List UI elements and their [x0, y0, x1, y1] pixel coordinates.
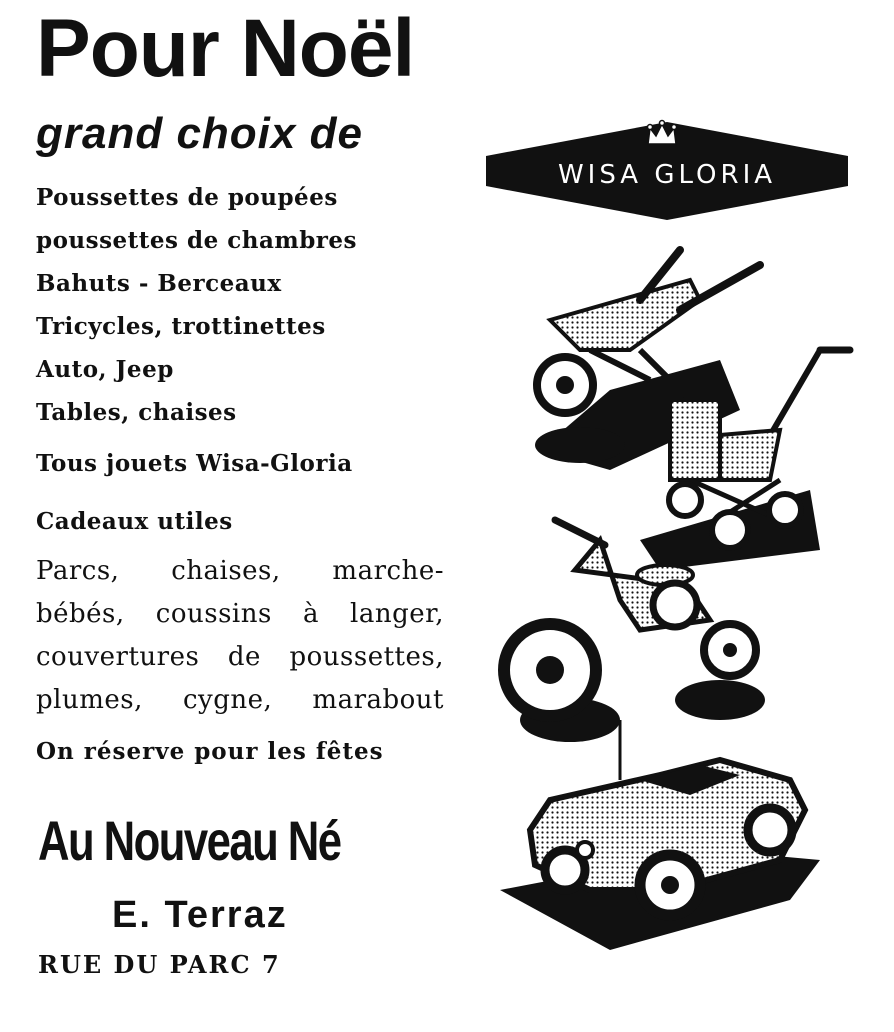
toy-car-illustration — [500, 720, 820, 950]
gifts-line: bébés, coussins à langer, — [36, 599, 444, 629]
owner-name: E. Terraz — [112, 894, 288, 936]
headline: Pour Noël — [36, 3, 415, 94]
product-list — [36, 176, 357, 434]
reserve-line: On réserve pour les fêtes — [36, 738, 384, 765]
shop-name: Au Nouveau Né — [38, 809, 341, 872]
product-item: Poussettes de poupées — [36, 184, 338, 211]
shop-address: RUE DU PARC 7 — [38, 950, 281, 979]
gifts-title: Cadeaux utiles — [36, 508, 233, 535]
gifts-list — [36, 550, 444, 722]
product-item: Auto, Jeep — [36, 356, 174, 383]
toys-line: Tous jouets Wisa-Gloria — [36, 450, 353, 477]
subheadline: grand choix de — [36, 109, 363, 158]
gifts-line: Parcs, chaises, marche- — [36, 556, 444, 586]
product-item: Tricycles, trottinettes — [36, 313, 326, 340]
product-item: poussettes de chambres — [36, 227, 357, 254]
product-item: Bahuts - Berceaux — [36, 270, 282, 297]
gifts-line: plumes, cygne, marabout — [36, 685, 444, 715]
logo-text: WISA GLORIA — [557, 160, 777, 190]
product-item: Tables, chaises — [36, 399, 237, 426]
wisa-gloria-logo — [486, 118, 848, 222]
toy-illustrations — [490, 240, 870, 980]
gifts-line: couvertures de poussettes, — [36, 642, 444, 672]
